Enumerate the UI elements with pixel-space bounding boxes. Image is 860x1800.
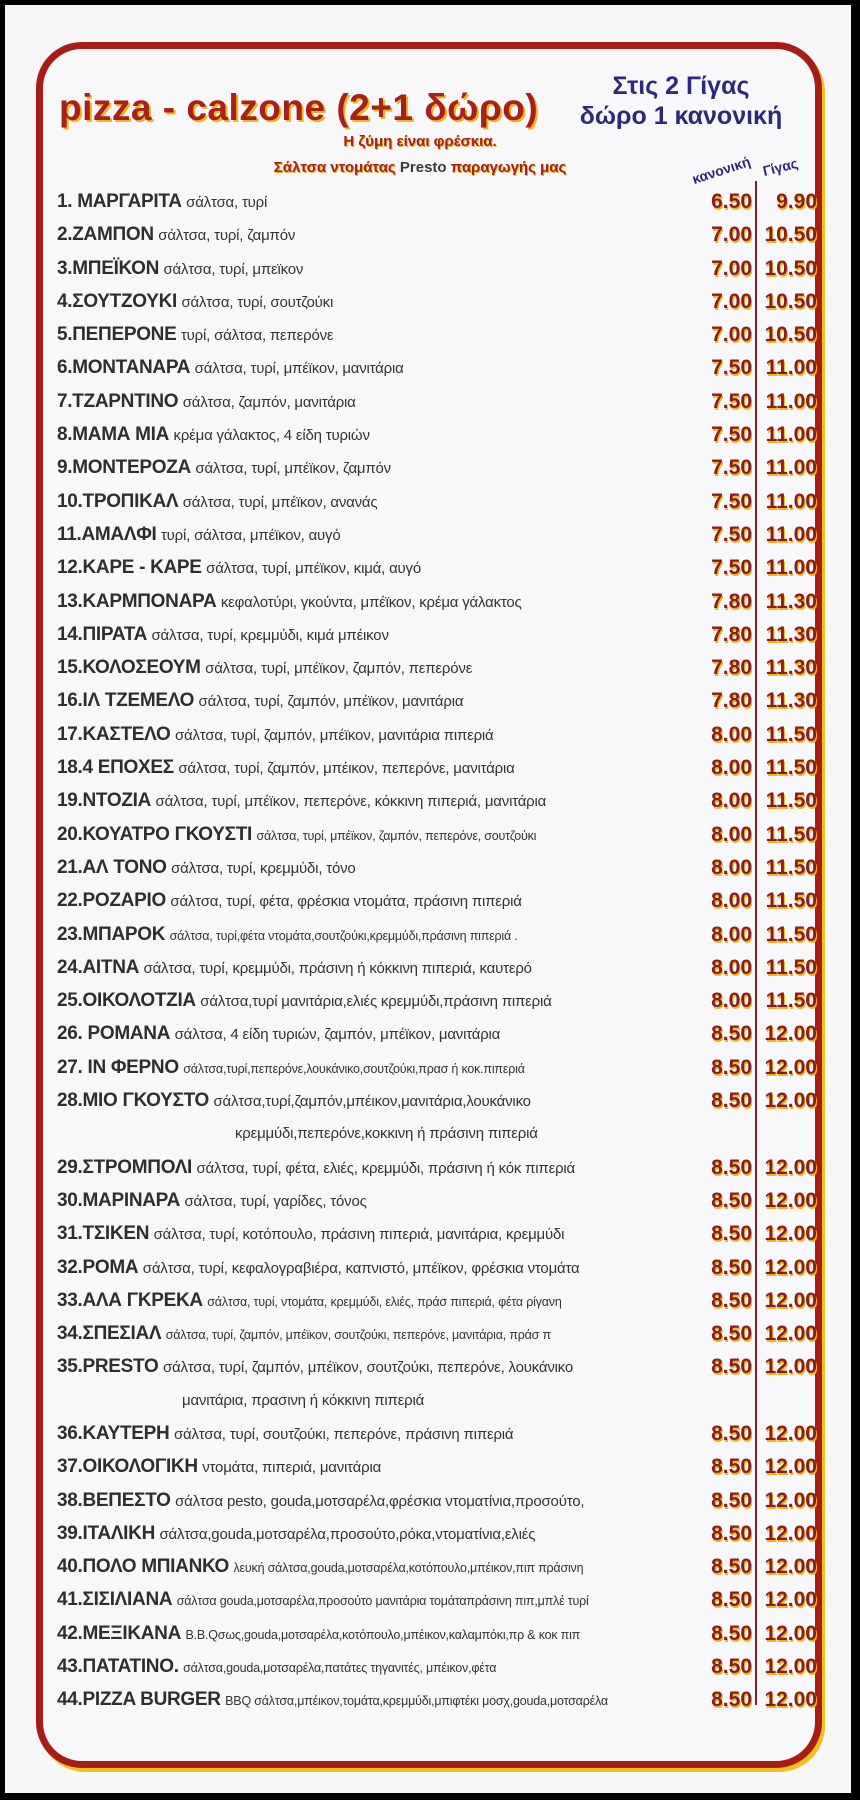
price-regular: 8.50 — [711, 1521, 752, 1545]
price-giant: 11.00 — [765, 389, 817, 413]
menu-item — [57, 351, 817, 384]
menu-item — [57, 252, 817, 285]
price-giant: 9.90 — [776, 190, 817, 213]
item-ingredients: σάλτσα, τυρί, μπέϊκον, ανανάς — [182, 493, 378, 511]
price-giant: 12.00 — [764, 1089, 817, 1113]
price-regular: 8.00 — [711, 822, 752, 846]
item-ingredients: B.B.Qσως,gouda,μοτσαρέλα,κοτόπουλο,μπέικον,καλαμπόκι,πρ & κοκ πιπ — [185, 1627, 581, 1642]
item-name: 7.ΤΖΑΡΝΤΙΝΟ — [57, 390, 179, 412]
item-ingredients: ντομάτα, πιπεριά, μανιτάρια — [202, 1459, 382, 1477]
price-giant: 12.00 — [764, 1222, 817, 1246]
item-name: 16.ΙΛ ΤΖΕΜΕΛΟ — [57, 690, 195, 712]
item-name: 42.ΜΕΞΙΚΑΝΑ — [57, 1622, 182, 1644]
price-regular: 7.50 — [711, 389, 752, 413]
item-ingredients-continued: κρεμμύδι,πεπερόνε,κοκκινη ή πράσινη πιπεριά — [235, 1125, 538, 1143]
price-giant: 12.00 — [764, 1521, 817, 1545]
price-giant: 12.00 — [764, 1555, 817, 1579]
price-giant: 12.00 — [764, 1488, 817, 1512]
menu-item — [57, 1583, 817, 1616]
menu-item — [57, 1550, 817, 1583]
menu-item — [57, 185, 817, 218]
price-giant: 11.50 — [765, 756, 817, 780]
price-regular: 7.00 — [711, 223, 752, 247]
price-giant: 11.00 — [765, 489, 817, 513]
item-ingredients: σάλτσα, τυρί, ζαμπόν, μπέϊκον, μανιτάρια — [198, 693, 464, 711]
price-giant: 11.30 — [765, 589, 817, 613]
item-ingredients: σάλτσα, τυρί, κοτόπουλο, πράσινη πιπεριά, μανιτάρια, κρεμμύδι — [153, 1226, 565, 1244]
menu-item — [57, 1350, 817, 1383]
item-ingredients: σάλτσα gouda,μοτσαρέλα,προσούτο μανιτάρια τομάταπράσινη πιπ,μπλέ τυρί — [176, 1594, 589, 1609]
item-ingredients: σάλτσα, τυρί, ζαμπόν, μπέϊκον, σουτζούκι, πεπερόνε, λουκάνικο — [162, 1359, 574, 1377]
price-regular: 7.50 — [711, 522, 752, 546]
fresh-dough-note: Η ζύμη είναι φρέσκια. — [343, 133, 497, 150]
item-name: 31.ΤΣΙΚΕΝ — [57, 1223, 150, 1245]
price-giant: 11.00 — [765, 356, 817, 380]
promo-line-2: δώρο 1 κανονική — [579, 102, 783, 130]
menu-item — [57, 1284, 817, 1317]
item-ingredients: σάλτσα, τυρί, μπέϊκον, πεπερόνε, κόκκινη πιπεριά, μανιτάρια — [155, 793, 547, 811]
price-regular: 8.50 — [711, 1555, 752, 1579]
price-giant: 11.50 — [765, 855, 817, 879]
price-giant: 11.50 — [765, 822, 817, 846]
item-ingredients: σάλτσα, τυρί, κρεμμύδι, κιμά μπέικον — [151, 626, 389, 644]
item-ingredients: σάλτσα, τυρί, μπέϊκον, ζαμπόν, πεπερόνε — [205, 660, 473, 678]
price-regular: 7.50 — [711, 456, 752, 480]
item-ingredients: σάλτσα, τυρί, ζαμπόν, μπέικον, πεπερόνε, μανιτάρια — [178, 760, 515, 778]
menu-item — [57, 1617, 817, 1650]
price-regular: 6.50 — [711, 190, 752, 213]
item-ingredients: σάλτσα, τυρί, σουτζούκι, πεπερόνε, πράσινη πιπεριά — [173, 1425, 514, 1443]
price-regular: 7.00 — [711, 289, 752, 313]
item-ingredients: σάλτσα, τυρί, ζαμπόν, μπέϊκον, μανιτάρια πιπεριά — [174, 726, 494, 744]
price-regular: 8.50 — [711, 1055, 752, 1079]
menu-item — [57, 1417, 817, 1450]
menu-item — [57, 485, 817, 518]
item-ingredients: σάλτσα, τυρί, φέτα, ελιές, κρεμμύδι, πράσινη ή κόκ πιπεριά — [196, 1159, 576, 1177]
price-giant: 11.00 — [765, 423, 817, 447]
price-regular: 7.00 — [711, 256, 752, 280]
sauce-note-brand: Presto — [399, 159, 447, 176]
item-ingredients: σάλτσα, τυρί,φέτα ντομάτα,σουτζούκι,κρεμμύδι,πράσινη πιπεριά . — [169, 928, 518, 943]
menu-page — [5, 5, 851, 1793]
item-ingredients: τυρί, σάλτσα, πεπερόνε — [180, 327, 334, 345]
item-name: 6.ΜΟΝΤΑΝΑΡΑ — [57, 357, 191, 379]
price-regular: 8.50 — [711, 1655, 752, 1679]
item-ingredients: σάλτσα, τυρί — [186, 194, 268, 211]
price-regular: 8.50 — [711, 1355, 752, 1379]
item-ingredients: σάλτσα, τυρί, μπέϊκον, ζαμπόν — [195, 460, 391, 478]
menu-item-list — [57, 185, 817, 1717]
price-giant: 12.00 — [764, 1421, 817, 1445]
item-name: 11.ΑΜΑΛΦΙ — [57, 523, 157, 545]
item-name: 10.ΤΡΟΠΙΚΑΛ — [57, 490, 179, 512]
price-regular: 7.80 — [711, 589, 752, 613]
price-regular: 8.00 — [711, 922, 752, 946]
item-name: 33.ΑΛΑ ΓΚΡΕΚΑ — [57, 1289, 203, 1311]
menu-item — [57, 984, 817, 1017]
price-giant: 10.50 — [764, 323, 817, 347]
price-regular: 8.50 — [711, 1255, 752, 1279]
item-ingredients: σάλτσα, ζαμπόν, μανιτάρια — [182, 393, 356, 411]
item-ingredients: σάλτσα, τυρί, κρεμμύδι, πράσινη ή κόκκινη πιπεριά, καυτερό — [143, 959, 532, 977]
price-giant: 10.50 — [764, 289, 817, 313]
item-name: 2.ΖΑΜΠΟΝ — [57, 224, 154, 246]
price-regular: 8.00 — [711, 989, 752, 1013]
price-regular: 8.50 — [711, 1322, 752, 1346]
item-ingredients: σάλτσα, τυρί, μπέϊκον, ζαμπόν, πεπερόνε, σουτζούκι — [256, 828, 537, 843]
menu-item — [57, 1450, 817, 1483]
price-giant: 12.00 — [764, 1455, 817, 1479]
price-regular: 8.50 — [711, 1621, 752, 1645]
price-giant: 12.00 — [764, 1355, 817, 1379]
price-giant: 12.00 — [764, 1155, 817, 1179]
price-regular: 7.50 — [711, 356, 752, 380]
item-name: 14.ΠΙΡΑΤΑ — [57, 623, 148, 645]
item-name: 43.ΠΑΤΑΤΙΝΟ. — [57, 1656, 179, 1678]
price-regular: 8.00 — [711, 855, 752, 879]
item-name: 12.ΚΑΡΕ - ΚΑΡΕ — [57, 557, 202, 579]
price-regular: 7.80 — [711, 622, 752, 646]
item-name: 13.ΚΑΡΜΠΟΝΑΡΑ — [57, 590, 217, 612]
promo-offer — [561, 71, 801, 131]
price-regular: 8.00 — [711, 889, 752, 913]
price-regular: 7.50 — [711, 489, 752, 513]
promo-line-1: Στις 2 Γίγας — [612, 72, 750, 100]
price-regular: 7.50 — [711, 423, 752, 447]
menu-title: pizza - calzone (2+1 δώρο) — [59, 87, 539, 128]
item-ingredients: κρέμα γάλακτος, 4 είδη τυριών — [173, 427, 370, 445]
menu-item — [57, 1051, 817, 1084]
price-regular: 8.50 — [711, 1288, 752, 1312]
item-ingredients: σάλτσα, τυρί, ζαμπόν, μπέϊκον, σουτζούκι, πεπερόνε, μανιτάρια, πράσ π — [165, 1328, 551, 1343]
menu-item — [57, 1484, 817, 1517]
price-regular: 8.50 — [711, 1421, 752, 1445]
item-name: 24.ΑΙΤΝΑ — [57, 956, 140, 978]
menu-item — [57, 684, 817, 717]
menu-item — [57, 1650, 817, 1683]
menu-item — [57, 1317, 817, 1350]
sauce-note-part1: Σάλτσα ντομάτας — [273, 159, 396, 176]
price-giant: 12.00 — [764, 1621, 817, 1645]
item-ingredients-continued: μανιτάρια, πρασινη ή κόκκινη πιπεριά — [182, 1391, 425, 1409]
price-regular: 7.80 — [711, 689, 752, 713]
price-regular: 8.00 — [711, 955, 752, 979]
item-name: 1. ΜΑΡΓΑΡΙΤΑ — [57, 191, 182, 212]
item-name: 8.ΜΑΜΑ ΜΙΑ — [57, 424, 170, 446]
menu-item — [57, 385, 817, 418]
menu-item — [57, 1184, 817, 1217]
item-ingredients: BBQ σάλτσα,μπέικον,τομάτα,κρεμμύδι,μπιφτέκι μοσχ,gouda,μοτσαρέλα — [225, 1694, 608, 1709]
price-giant: 12.00 — [764, 1255, 817, 1279]
item-name: 19.ΝΤΟΖΙΑ — [57, 790, 152, 812]
menu-item — [57, 418, 817, 451]
price-giant: 12.00 — [764, 1688, 817, 1712]
menu-item-continuation — [57, 1384, 817, 1417]
price-regular: 8.50 — [711, 1188, 752, 1212]
item-name: 5.ΠΕΠΕΡΟΝΕ — [57, 324, 177, 346]
menu-item — [57, 585, 817, 618]
price-giant: 12.00 — [764, 1322, 817, 1346]
menu-item — [57, 1251, 817, 1284]
item-ingredients: σάλτσα, τυρί, ζαμπόν — [158, 227, 296, 245]
item-ingredients: κεφαλοτύρι, γκούντα, μπέϊκον, κρέμα γάλακτος — [220, 593, 522, 611]
item-ingredients: σάλτσα, τυρί, μπεϊκον — [163, 260, 304, 278]
item-ingredients: σάλτσα pesto, gouda,μοτσαρέλα,φρέσκια ντοματίνια,προσούτο, — [175, 1492, 585, 1510]
menu-item — [57, 518, 817, 551]
item-name: 35.PRESTO — [57, 1356, 159, 1378]
menu-item — [57, 1517, 817, 1550]
item-name: 36.ΚΑΥΤΕΡΗ — [57, 1422, 170, 1444]
item-ingredients: σάλτσα, τυρί, κεφαλογραβιέρα, καπνιστό, μπέϊκον, φρέσκια ντομάτα — [142, 1259, 580, 1277]
item-name: 28.ΜΙΟ ΓΚΟΥΣΤΟ — [57, 1090, 210, 1112]
price-regular: 8.50 — [711, 1155, 752, 1179]
item-name: 40.ΠΟΛΟ ΜΠΙΑΝΚΟ — [57, 1556, 230, 1578]
menu-item — [57, 218, 817, 251]
price-giant: 11.30 — [765, 622, 817, 646]
menu-item — [57, 918, 817, 951]
menu-item — [57, 784, 817, 817]
price-regular: 7.00 — [711, 323, 752, 347]
item-name: 37.ΟΙΚΟΛΟΓΙΚΗ — [57, 1456, 198, 1478]
price-regular: 8.50 — [711, 1455, 752, 1479]
item-ingredients: σάλτσα, 4 είδη τυριών, ζαμπόν, μπέϊκον, μανιτάρια — [174, 1026, 501, 1044]
price-regular: 8.50 — [711, 1022, 752, 1046]
price-giant: 11.50 — [765, 989, 817, 1013]
price-giant: 12.00 — [764, 1655, 817, 1679]
price-giant: 12.00 — [764, 1288, 817, 1312]
menu-item — [57, 1217, 817, 1250]
sauce-note — [45, 159, 795, 176]
item-ingredients: σάλτσα,τυρί μανιτάρια,ελιές κρεμμύδι,πράσινη πιπεριά — [200, 993, 552, 1011]
price-regular: 8.50 — [711, 1089, 752, 1113]
column-header-giant: Γίγας — [761, 154, 800, 179]
menu-item — [57, 851, 817, 884]
price-giant: 11.50 — [765, 922, 817, 946]
price-regular: 8.00 — [711, 756, 752, 780]
price-giant: 12.00 — [764, 1588, 817, 1612]
price-giant: 12.00 — [764, 1022, 817, 1046]
price-giant: 11.30 — [765, 689, 817, 713]
price-giant: 10.50 — [764, 256, 817, 280]
menu-item — [57, 1683, 817, 1716]
price-giant: 11.50 — [765, 789, 817, 813]
item-ingredients: σάλτσα, τυρί, κρεμμύδι, τόνο — [171, 859, 356, 877]
item-ingredients: σάλτσα, τυρί, μπέϊκον, μανιτάρια — [194, 360, 404, 378]
price-giant: 11.30 — [765, 656, 817, 680]
item-name: 15.ΚΟΛΟΣΕΟΥΜ — [57, 657, 201, 679]
price-regular: 8.00 — [711, 722, 752, 746]
price-giant: 11.00 — [765, 556, 817, 580]
price-giant: 10.50 — [764, 223, 817, 247]
item-name: 34.ΣΠΕΣΙΑΛ — [57, 1323, 162, 1345]
item-ingredients: σάλτσα,τυρί,ζαμπόν,μπέικον,μανιτάρια,λουκάνικο — [213, 1093, 531, 1111]
menu-item — [57, 818, 817, 851]
menu-item — [57, 951, 817, 984]
item-name: 32.ΡΟΜΑ — [57, 1256, 139, 1278]
menu-item — [57, 1017, 817, 1050]
item-name: 25.ΟΙΚΟΛΟΤΖΙΑ — [57, 990, 196, 1012]
menu-item — [57, 651, 817, 684]
sauce-note-part3: παραγωγής μας — [450, 159, 567, 176]
item-name: 18.4 ΕΠΟΧΕΣ — [57, 757, 174, 779]
menu-item — [57, 451, 817, 484]
item-ingredients: σάλτσα,τυρί,πεπερόνε,λουκάνικο,σουτζούκι,πρασ ή κοκ.πιπεριά — [183, 1061, 525, 1076]
menu-item-continuation — [57, 1117, 817, 1150]
item-name: 29.ΣΤΡΟΜΠΟΛΙ — [57, 1156, 193, 1178]
price-giant: 12.00 — [764, 1055, 817, 1079]
price-regular: 8.00 — [711, 789, 752, 813]
item-name: 22.ΡΟΖΑΡΙΟ — [57, 890, 166, 912]
menu-item — [57, 884, 817, 917]
price-giant: 11.50 — [765, 955, 817, 979]
item-ingredients: σάλτσα, τυρί, φέτα, φρέσκια ντομάτα, πράσινη πιπεριά — [170, 893, 522, 911]
item-name: 23.ΜΠΑΡΟΚ — [57, 923, 166, 945]
menu-item — [57, 285, 817, 318]
price-giant: 11.00 — [765, 522, 817, 546]
menu-item — [57, 718, 817, 751]
item-ingredients: τυρί, σάλτσα, μπέϊκον, αυγό — [160, 526, 341, 544]
price-regular: 8.50 — [711, 1588, 752, 1612]
menu-item — [57, 1084, 817, 1117]
menu-item — [57, 618, 817, 651]
price-regular: 7.50 — [711, 556, 752, 580]
item-name: 4.ΣΟΥΤΖΟΥΚΙ — [57, 290, 178, 312]
item-ingredients: λευκή σάλτσα,gouda,μοτσαρέλα,κοτόπουλο,μπέικον,πιπ πράσινη — [233, 1561, 584, 1576]
item-name: 9.ΜΟΝΤΕΡΟΖΑ — [57, 457, 191, 479]
menu-item — [57, 318, 817, 351]
menu-item — [57, 1151, 817, 1184]
price-regular: 8.50 — [711, 1688, 752, 1712]
menu-item — [57, 551, 817, 584]
item-name: 21.ΑΛ ΤΟΝΟ — [57, 856, 167, 878]
item-name: 38.ΒΕΠΕΣΤΟ — [57, 1489, 171, 1511]
item-name: 17.ΚΑΣΤΕΛΟ — [57, 723, 171, 745]
item-ingredients: σάλτσα,gouda,μοτσαρέλα,πατάτες τηγανιτές, μπέικον,φέτα — [183, 1661, 497, 1676]
item-name: 44.PIZZA BURGER — [57, 1689, 221, 1711]
item-name: 27. ΙΝ ΦΕΡΝΟ — [57, 1056, 179, 1078]
item-ingredients: σάλτσα, τυρί, γαρίδες, τόνος — [184, 1192, 367, 1210]
price-giant: 11.50 — [765, 722, 817, 746]
item-ingredients: σάλτσα,gouda,μοτσαρέλα,προσούτο,ρόκα,ντοματίνια,ελιές — [159, 1525, 536, 1543]
item-ingredients: σάλτσα, τυρί, σουτζούκι — [181, 293, 334, 311]
item-ingredients: σάλτσα, τυρί, ντομάτα, κρεμμύδι, ελιές, πράσ πιπεριά, φέτα ρίγανη — [207, 1294, 562, 1309]
item-ingredients: σάλτσα, τυρί, μπέϊκον, κιμά, αυγό — [206, 560, 421, 578]
item-name: 39.ΙΤΑΛΙΚΗ — [57, 1522, 156, 1544]
price-giant: 11.50 — [765, 889, 817, 913]
item-name: 3.ΜΠΕΪΚΟΝ — [57, 257, 159, 279]
menu-item — [57, 751, 817, 784]
column-header-regular: κανονική — [690, 153, 753, 187]
item-name: 20.ΚΟΥΑΤΡΟ ΓΚΟΥΣΤΙ — [57, 823, 253, 845]
item-name: 41.ΣΙΣΙΛΙΑΝΑ — [57, 1589, 173, 1611]
item-name: 30.ΜΑΡΙΝΑΡΑ — [57, 1189, 181, 1211]
price-regular: 7.80 — [711, 656, 752, 680]
item-name: 26. ΡΟΜΑΝΑ — [57, 1023, 171, 1045]
price-giant: 11.00 — [765, 456, 817, 480]
price-regular: 8.50 — [711, 1222, 752, 1246]
price-regular: 8.50 — [711, 1488, 752, 1512]
price-giant: 12.00 — [764, 1188, 817, 1212]
